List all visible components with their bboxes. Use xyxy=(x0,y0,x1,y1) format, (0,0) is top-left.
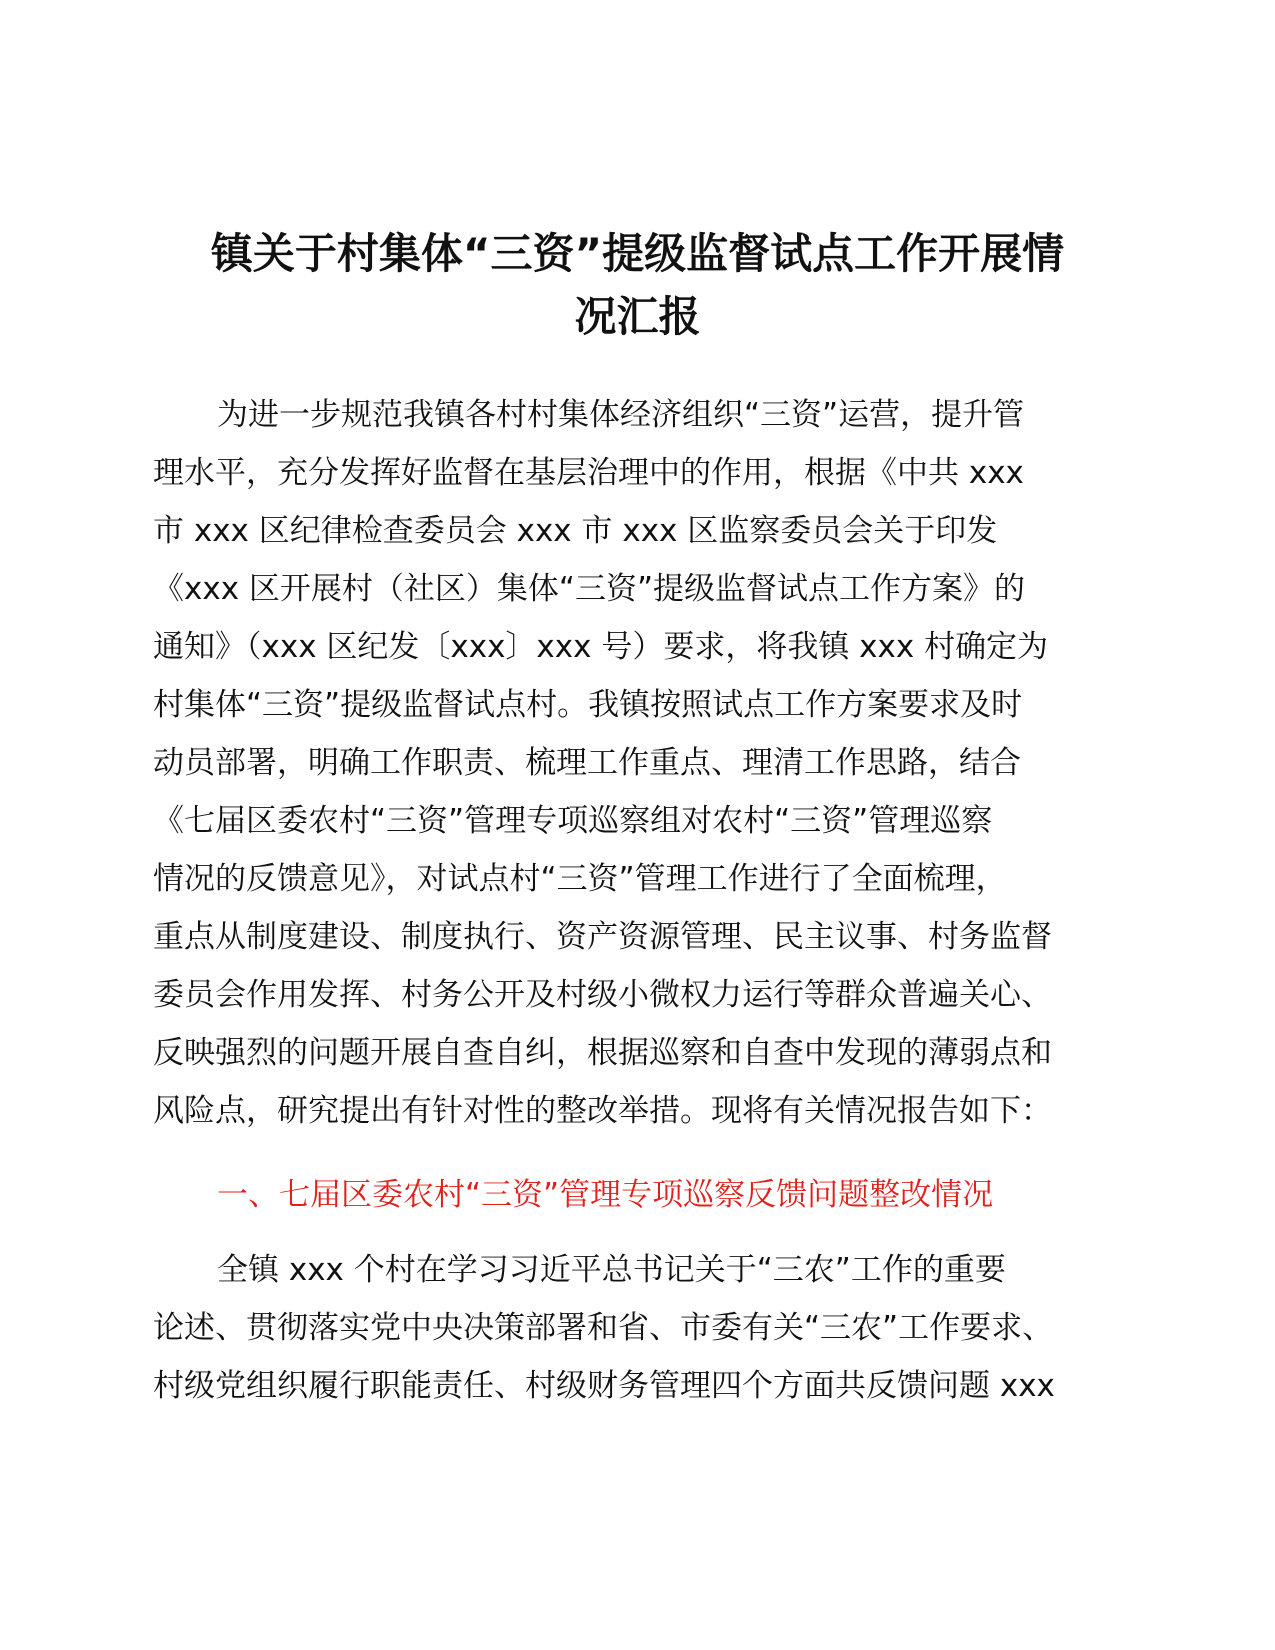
paragraph-line: 反映强烈的问题开展自查自纠，根据巡察和自查中发现的薄弱点和 xyxy=(153,1035,1052,1071)
paragraph-line: 《七届区委农村“三资”管理专项巡察组对农村“三资”管理巡察 xyxy=(153,803,993,839)
intro-paragraph xyxy=(153,386,1133,1140)
paragraph-line: 论述、贯彻落实党中央决策部署和省、市委有关“三农”工作要求、 xyxy=(153,1310,1054,1346)
section-1-heading: 一、七届区委农村“三资”管理专项巡察反馈问题整改情况 xyxy=(217,1177,994,1213)
paragraph-line: 委员会作用发挥、村务公开及村级小微权力运行等群众普遍关心、 xyxy=(153,977,1052,1013)
paragraph-line: 重点从制度建设、制度执行、资产资源管理、民主议事、村务监督 xyxy=(153,919,1052,955)
paragraph-line: 通知》（xxx 区纪发〔xxx〕xxx 号）要求，将我镇 xxx 村确定为 xyxy=(153,629,1049,665)
title-line-2: 况汇报 xyxy=(574,292,701,341)
section-1-paragraph xyxy=(153,1241,1133,1415)
paragraph-line: 为进一步规范我镇各村村集体经济组织“三资”运营，提升管 xyxy=(217,397,1025,433)
paragraph-line: 全镇 xxx 个村在学习习近平总书记关于“三农”工作的重要 xyxy=(217,1252,1006,1288)
paragraph-line: 情况的反馈意见》，对试点村“三资”管理工作进行了全面梳理， xyxy=(153,861,1007,897)
document-title xyxy=(140,222,1135,348)
paragraph-line: 村级党组织履行职能责任、村级财务管理四个方面共反馈问题 xxx xyxy=(153,1368,1055,1404)
paragraph-line: 市 xxx 区纪律检查委员会 xxx 市 xxx 区监察委员会关于印发 xyxy=(153,513,998,549)
paragraph-line: 《xxx 区开展村（社区）集体“三资”提级监督试点工作方案》的 xyxy=(153,571,1026,607)
paragraph-line: 风险点，研究提出有针对性的整改举措。现将有关情况报告如下： xyxy=(153,1093,1052,1129)
paragraph-line: 理水平，充分发挥好监督在基层治理中的作用，根据《中共 xxx xyxy=(153,455,1024,491)
paragraph-line: 动员部署，明确工作职责、梳理工作重点、理清工作思路，结合 xyxy=(153,745,1021,781)
title-line-1: 镇关于村集体“三资”提级监督试点工作开展情 xyxy=(210,229,1065,278)
paragraph-line: 村集体“三资”提级监督试点村。我镇按照试点工作方案要求及时 xyxy=(153,687,1023,723)
